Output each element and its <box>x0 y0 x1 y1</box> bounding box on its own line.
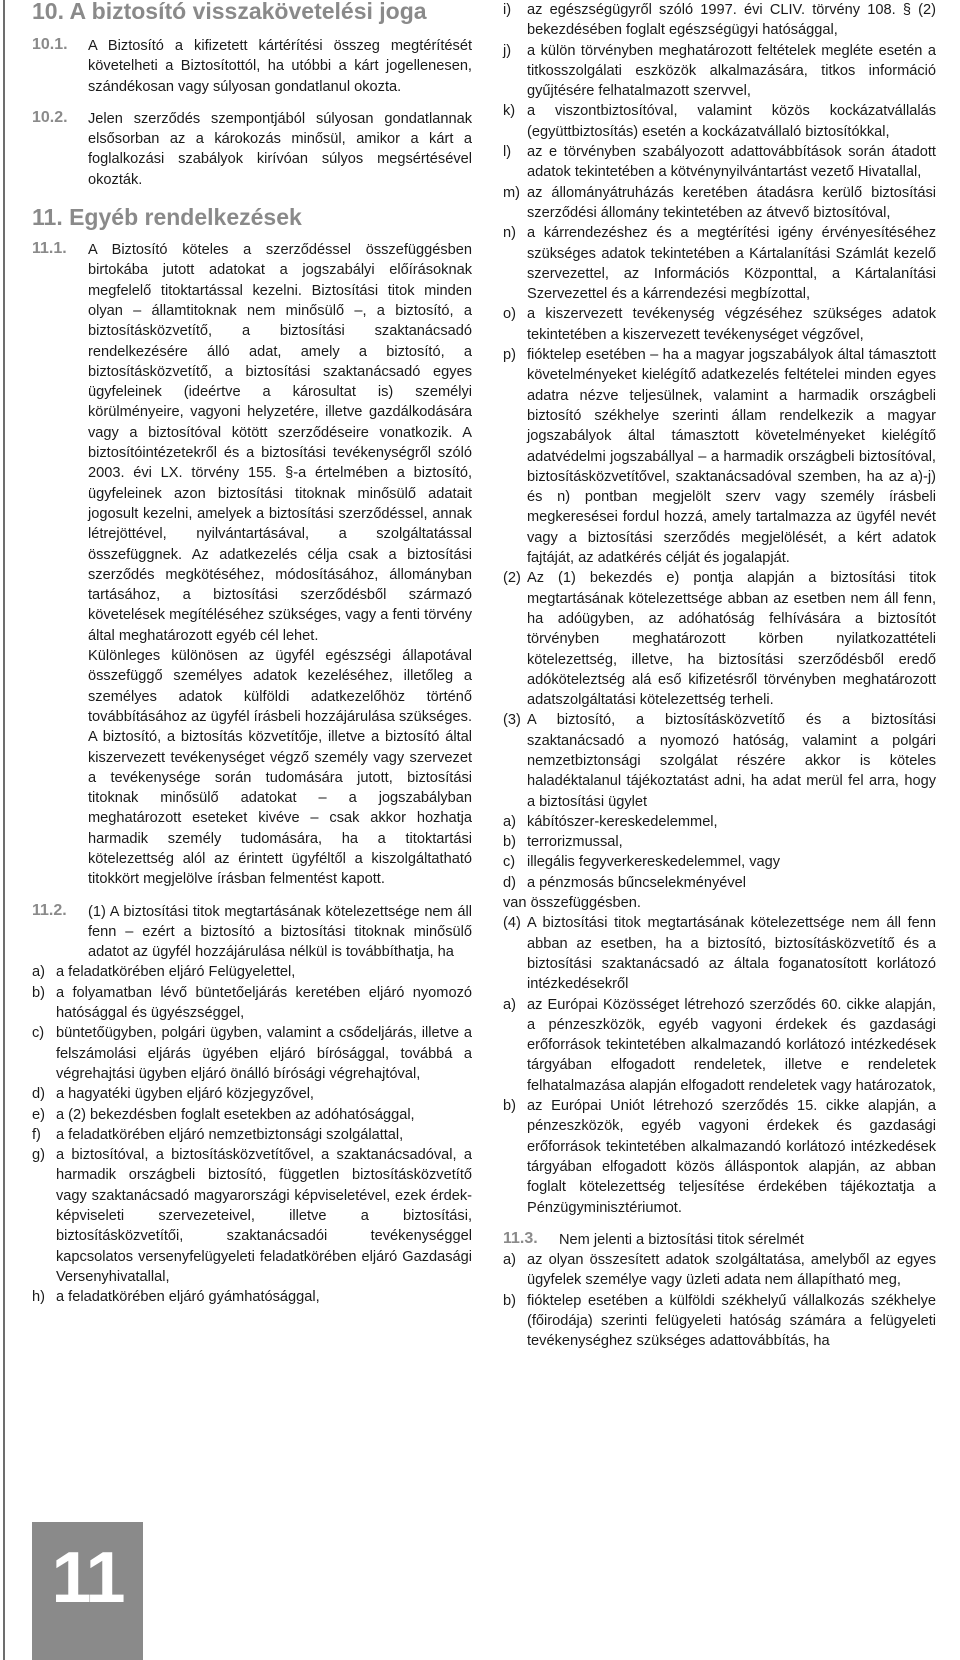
list-item: d) a hagyatéki ügyben eljáró közjegyzővel, <box>32 1086 314 1103</box>
paragraph: Nem jelenti a biztosítási titok sérelmét <box>559 1231 804 1248</box>
paragraph: Különleges különösen az ügyfél egészségi állapotával összefüggő személyes adatok kezeléséhez, illetőleg a személyes adatok külföldi adatkezelőhöz történő továbbításához az ügyfél írásbeli hozzájárulása szükséges. A biztosító, a biztosítás közvetítője, illetve a biztosító által kiszervezett tevékenységet végző személy vagy szervezet a tevékenysége során tudomására jutott, biztosítási titoknak minősülő adatokat – a jogszabályban meghatározott eseteket kivéve – csak akkor hozhatja harmadik személy tudomására, ha a titoktartási kötelezettség alól az érintett ügyféltől a kiszolgáltatható titokkört megjelölve írásban felmentést kapott. <box>88 648 472 888</box>
paragraph-3: (3) A biztosító, a biztosításközvetítő és a biztosítási szaktanácsadó a nyomozó hatóság, valamint a polgári nemzetbiztonsági szolgálat részére akkor is köteles haladéktalanul tájékoztatást adni, ha adat merül fel arra, hogy a biztosítási ügylet <box>503 712 936 810</box>
subsection-11-3 <box>503 1230 936 1250</box>
heading-section-10: 10. A biztosító visszakövetelési joga <box>32 0 427 24</box>
paragraph: (1) A biztosítási titok megtartásának kötelezettsége nem áll fenn – ezért a biztosító a biztosítási titoknak minősülő adatot az ügyfél hozzájárulása nélkül is továbbíthatja, ha <box>88 903 472 961</box>
list-item: b) az Európai Uniót létrehozó szerződés 15. cikke alapján, a pénzeszközök, egyéb vagyoni érdekek és gazdasági erőforrások tekintetében alkalmazandó korlátozó intézkedések tárgyában elfogadott közös álláspontok alapján, az abban foglalt kötelezettség teljesítése érdekében tájékoztatja a Pénzügyminisztériumot. <box>503 1098 936 1216</box>
list-item: f) a feladatkörében eljáró nemzetbiztonsági szolgálattal, <box>32 1126 404 1143</box>
list-item: n) a kárrendezéshez és a megtérítési igény érvényesítéséhez szükséges adatok tekintetében a Kártalanítási Számlát kezelő szervezettel, az Információs Központtal, a Kártalanítási Szervezettel és a kárrendezési megbízottal, <box>503 225 936 303</box>
list-item: a) kábítószer-kereskedelemmel, <box>503 813 718 830</box>
list-item: b) fióktelep esetében a külföldi székhelyű vállalkozás székhelye (főirodája) szerinti felügyeleti hatóság számára a felügyeleti tevékenységhez szükséges adattovábbítás, ha <box>503 1292 936 1350</box>
section-tab <box>32 1522 143 1660</box>
list-11-2-items <box>32 962 472 1307</box>
list-item: k) a viszontbiztosítóval, valamint közös kockázatvállalás (együttbiztosítás) esetén a kockázatvállaló biztosítókkal, <box>503 103 936 140</box>
spacer <box>503 1218 936 1228</box>
list-item: p) fióktelep esetében – ha a magyar jogszabályok által támasztott követelményeket kielégítő adatkezelés feltételei minden egyes adatra nézve teljesülnek, valamint a harmadik országbeli biztosító székhelye szerinti állam rendelkezik a magyar jogszabályok által támasztott követelményeket kielégítő adatvédelmi jogszabállyal – a harmadik országbeli biztosítóval, biztosításközvetítővel, szaktanácsadóval szemben, ha az a)-j) és n) pontban megjelölt szerv vagy személy írásbeli megkeresései fordul hozzá, amely tartalmazza az ügyfél nevét vagy a biztosítási szerződés megjelölését, a kért adatok fajtáját, az adatkérés célját és jogalapját. <box>503 347 936 567</box>
list-item: o) a kiszervezett tevékenység végzéséhez szükséges adatok tekintetében a kiszervezett tevékenységet végzővel, <box>503 306 936 343</box>
paragraph: Jelen szerződés szempontjából súlyosan gondatlannak elsősorban az a károkozás minősül, amikor a kárt a foglalkozási szabályok kirívóan súlyos megsértésével okozták. <box>88 110 472 188</box>
list-item: a) a feladatkörében eljáró Felügyelettel, <box>32 964 296 981</box>
list-item: m) az állományátruházás keretében átadásra kerülő biztosítási szerződési állomány tekintetében az átvevő biztosítóval, <box>503 184 936 221</box>
subsection-11-1 <box>32 240 472 890</box>
list-item: j) a külön törvényben meghatározott feltételek megléte esetén a titkosszolgálati eszközök alkalmazására, titkos információ gyűjtésére felhatalmazott szervvel, <box>503 42 936 100</box>
list-item: a) az olyan összesített adatok szolgáltatása, amelyből az egyes ügyfelek személye vagy üzleti adata nem állapítható meg, <box>503 1252 936 1289</box>
list-item: l) az e törvényben szabályozott adattovábbítások során átadott adatok tekintetében a kötvénynyilvántartást vezető Hivatallal, <box>503 144 936 181</box>
heading-section-11: 11. Egyéb rendelkezések <box>32 204 302 231</box>
paragraph-4: (4) A biztosítási titok megtartásának kötelezettsége nem áll fenn abban az esetben, ha a biztosító, biztosításközvetítő és a biztosítási szaktanácsadó az általa foganatosított korlátozó intézkedésekről <box>503 915 936 993</box>
list-11-2-items-continued <box>503 0 936 568</box>
subsection-number: 11.3. <box>503 1229 538 1247</box>
left-margin-rule <box>3 0 5 1660</box>
list-item: c) büntetőügyben, polgári ügyben, valamint a csődeljárás, illetve a felszámolási eljárás ügyében eljáró bírósággal, továbbá a végrehajtási ügyben eljáró önálló bírósági végrehajtóval, <box>32 1025 472 1082</box>
subsection-10-1 <box>32 36 472 97</box>
list-item: d) a pénzmosás bűncselekményével <box>503 874 747 891</box>
paragraph-3-tail: van összefüggésben. <box>503 895 641 912</box>
subsection-number: 10.1. <box>32 36 68 53</box>
list-item: g) a biztosítóval, a biztosításközvetítővel, a szaktanácsadóval, a harmadik országbeli biztosító, független biztosításközvetítő vagy szaktanácsadó magyarországi képviseletével, ezek érdek-képviseleti szervezeteivel, illetve a biztosítási, biztosításközvetítői, szaktanácsadói tevékenységgel kapcsolatos versenyfelügyeleti feladatkörében eljáró Gazdasági Versenyhivatallal, <box>32 1147 472 1285</box>
subsection-11-2 <box>32 902 472 963</box>
list-item: b) a folyamatban lévő büntetőeljárás keretében eljáró nyomozó hatósággal és ügyészséggel, <box>32 984 472 1022</box>
subsection-number: 11.1. <box>32 240 67 258</box>
section-tab-number: 11 <box>51 1538 124 1618</box>
paragraph: A Biztosító a kifizetett kártérítési összeg megtérítését követelheti a Biztosítottól, ha utóbbi a kárt jogellenesen, szándékosan vagy súlyosan gondatlanul okozta. <box>88 38 472 95</box>
list-item: e) a (2) bekezdésben foglalt esetekben az adóhatósággal, <box>32 1106 415 1123</box>
left-column <box>32 0 472 1308</box>
list-item: c) illegális fegyverkereskedelemmel, vagy <box>503 854 781 871</box>
subsection-number: 10.2. <box>32 108 68 126</box>
right-column <box>503 0 936 1352</box>
list-item: a) az Európai Közösséget létrehozó szerződés 60. cikke alapján, a pénzeszközök, egyéb vagyoni érdekek és gazdasági erőforrások tekintetében alkalmazandó korlátozó intézkedések tárgyában elfogadott rendeletek, illetve e rendeletek felhatalmazása alapján elfogadott rendeletek vagy határozatok, <box>503 996 936 1094</box>
paragraph-2: (2) Az (1) bekezdés e) pontja alapján a biztosítási titok megtartásának kötelezettsége abban az esetben nem áll fenn, ha adóügyben, az adóhatóság felhívására a biztosítót törvényben meghatározott körben nyilatkozattételi kötelezettség, illetve, ha biztosítási szerződésből eredő adóköteleztség alá eső kifizetésről törvényben meghatározott adatszolgáltatási kötelezettség terheli. <box>503 570 936 709</box>
subsection-number: 11.2. <box>32 901 67 919</box>
list-item: i) az egészségügyről szóló 1997. évi CLIV. törvény 108. § (2) bekezdésében foglalt egészségügyi hatósággal, <box>503 2 936 39</box>
subsection-10-2 <box>32 109 472 190</box>
paragraph: A Biztosító köteles a szerződéssel összefüggésben birtokába jutott adatokat a jogszabályi előírásoknak megfelelő titoktartással kezelni. Biztosítási titok minden olyan – államtitoknak nem minősülő –, a biztosító, a biztosításközvetítő, a biztosítási szaktanácsadó rendelkezésére álló adat, amely a biztosító, a biztosításközvetítő, a biztosítási szaktanácsadó egyes ügyfeleinek (ideértve a károsultat is) személyi körülményeire, vagyoni helyzetére, illetve gazdálkodására vagy a biztosítóval kötött szerződéseire vonatkozik. A biztosítóintézetekről és a biztosítási tevékenységről szóló 2003. évi LX. törvény 155. §-a értelmében a biztosító, ügyfeleinek azon biztosítási titoknak minősülő adatait jogosult kezelni, amelyek a biztosítási szerződéssel, annak létrejöttével, nyilvántartásával, a szolgáltatással összefüggnek. Az adatkezelés célja csak a biztosítási szerződés megkötéséhez, módosításához, állományban tartásához, a biztosítási szerződésből származó követelések megítéléséhez szükséges, vagy a fenti törvény által meghatározott egyéb cél lehet. <box>88 242 472 644</box>
list-item: h) a feladatkörében eljáró gyámhatósággal, <box>32 1289 320 1306</box>
list-item: b) terrorizmussal, <box>503 834 623 851</box>
